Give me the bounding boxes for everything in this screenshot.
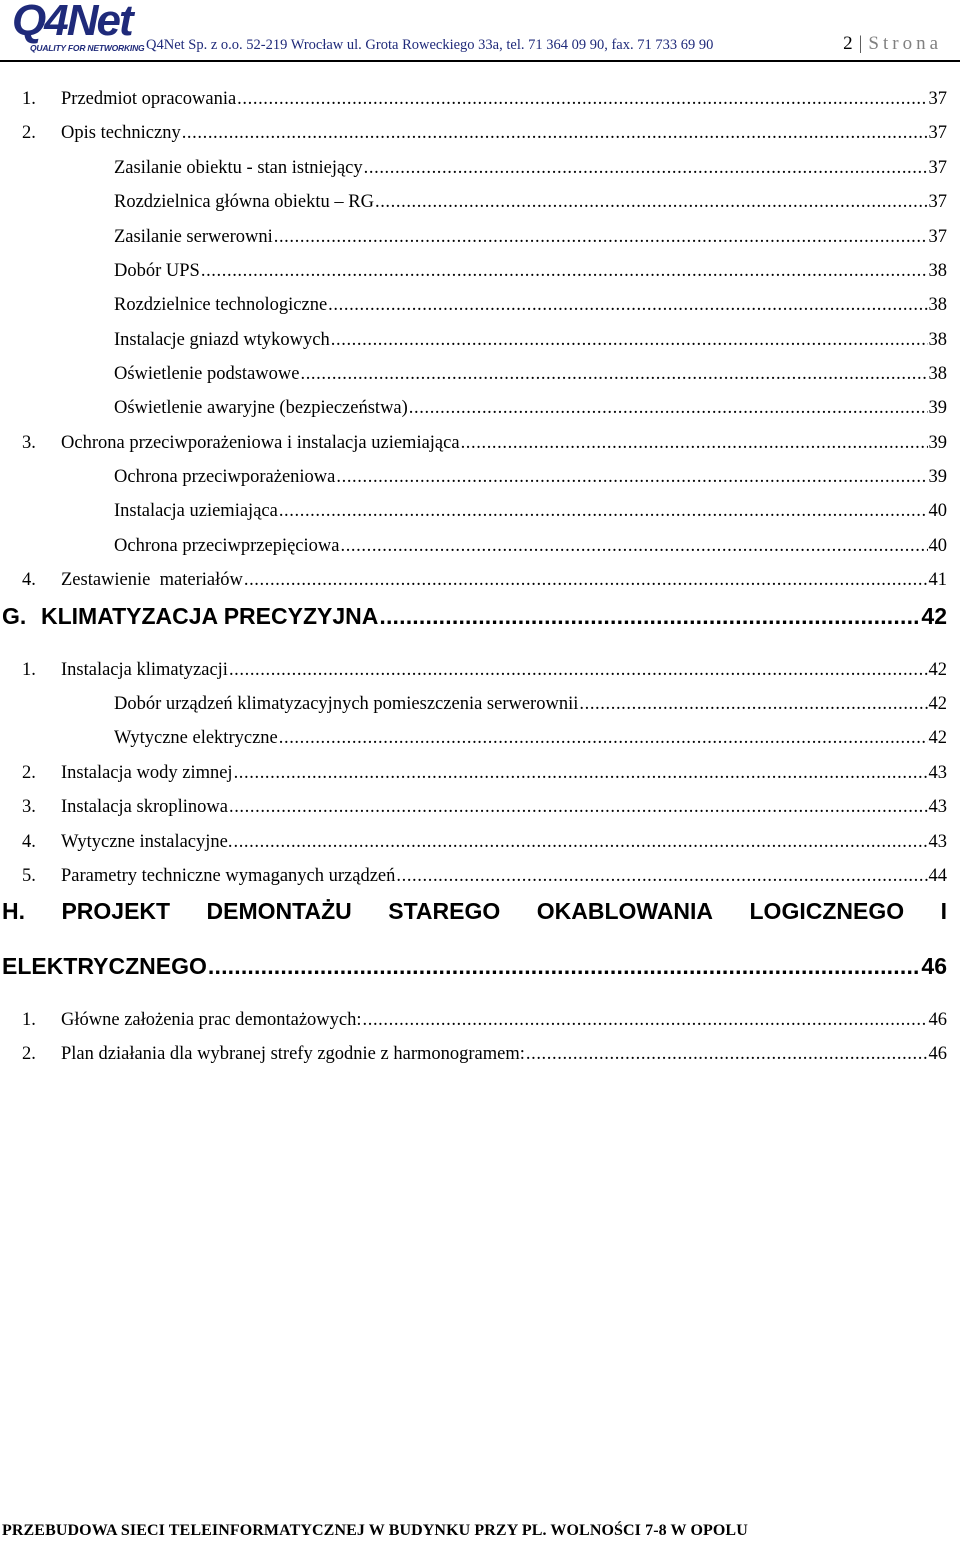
toc-entry-label: Zestawienie materiałów bbox=[61, 570, 243, 590]
toc-entry-number: 1. bbox=[22, 89, 36, 109]
toc-dot-leader bbox=[234, 763, 928, 784]
toc-entry-page: 38 bbox=[928, 261, 947, 281]
toc-dot-leader bbox=[363, 1010, 928, 1031]
toc-entry[interactable] bbox=[22, 832, 947, 853]
toc-entry[interactable] bbox=[114, 227, 947, 248]
toc-entry-number: 1. bbox=[22, 660, 36, 680]
heading-word: DEMONTAŻU bbox=[206, 898, 352, 924]
toc-entry-label: Instalacja klimatyzacji bbox=[61, 660, 228, 680]
toc-entry[interactable] bbox=[114, 192, 947, 213]
toc-entry-label: Zasilanie obiektu - stan istniejący bbox=[114, 158, 363, 178]
page-header bbox=[0, 0, 960, 62]
toc-entry-label: KLIMATYZACJA PRECYZYJNA bbox=[41, 603, 379, 629]
toc-entry-label: Ochrona przeciwporażeniowa i instalacja uziemiająca bbox=[61, 433, 460, 453]
toc-dot-leader bbox=[229, 660, 928, 681]
toc-dot-leader bbox=[201, 261, 928, 282]
toc-entry[interactable] bbox=[22, 1010, 947, 1031]
toc-entry[interactable] bbox=[114, 501, 947, 522]
toc-dot-leader bbox=[274, 227, 928, 248]
toc-entry[interactable] bbox=[114, 536, 947, 557]
toc-entry-page: 39 bbox=[928, 398, 947, 418]
toc-entry-page: 42 bbox=[928, 660, 947, 680]
toc-entry-page: 37 bbox=[928, 89, 947, 109]
toc-dot-leader bbox=[208, 953, 921, 980]
toc-entry-label: ELEKTRYCZNEGO bbox=[2, 953, 207, 979]
toc-entry[interactable] bbox=[22, 570, 947, 591]
toc-entry-page: 42 bbox=[921, 603, 947, 629]
toc-entry-label: Dobór UPS bbox=[114, 261, 200, 281]
toc-entry-number: 1. bbox=[22, 1010, 36, 1030]
toc-dot-leader bbox=[461, 433, 928, 454]
toc-entry-page: 46 bbox=[928, 1044, 947, 1064]
heading-word: I bbox=[940, 898, 947, 924]
toc-entry[interactable] bbox=[22, 89, 947, 110]
toc-dot-leader bbox=[244, 570, 928, 591]
toc-entry-page: 46 bbox=[921, 953, 947, 979]
toc-entry[interactable] bbox=[114, 467, 947, 488]
toc-dot-leader bbox=[526, 1044, 928, 1065]
toc-dot-leader bbox=[379, 603, 920, 630]
toc-entry[interactable] bbox=[22, 797, 947, 818]
toc-dot-leader bbox=[331, 330, 928, 351]
toc-entry-page: 43 bbox=[928, 797, 947, 817]
toc-entry-label: Ochrona przeciwprzepięciowa bbox=[114, 536, 340, 556]
toc-entry-label: Instalacja uziemiająca bbox=[114, 501, 278, 521]
toc-dot-leader bbox=[182, 123, 928, 144]
toc-entry-number: 4. bbox=[22, 832, 36, 852]
toc-entry-label: Zasilanie serwerowni bbox=[114, 227, 273, 247]
page-word: Strona bbox=[868, 33, 942, 54]
heading-word: STAREGO bbox=[388, 898, 501, 924]
toc-entry-number: 2. bbox=[22, 763, 36, 783]
toc-entry-page: 38 bbox=[928, 295, 947, 315]
toc-entry-label: Przedmiot opracowania bbox=[61, 89, 237, 109]
toc-dot-leader bbox=[279, 501, 928, 522]
heading-word: H. bbox=[2, 898, 25, 924]
toc-entry-label: Wytyczne instalacyjne. bbox=[61, 832, 233, 852]
toc-entry-label: Parametry techniczne wymaganych urządzeń bbox=[61, 866, 396, 886]
toc-section-heading-continued[interactable] bbox=[2, 953, 947, 980]
toc-dot-leader bbox=[396, 866, 927, 887]
toc-dot-leader bbox=[328, 295, 927, 316]
toc-entry[interactable] bbox=[22, 866, 947, 887]
toc-entry-number: 5. bbox=[22, 866, 36, 886]
toc-entry-page: 37 bbox=[928, 227, 947, 247]
toc-entry-number: 3. bbox=[22, 797, 36, 817]
toc-entry-label: Instalacja wody zimnej bbox=[61, 763, 233, 783]
toc-entry-label: Wytyczne elektryczne bbox=[114, 728, 278, 748]
toc-dot-leader bbox=[375, 192, 928, 213]
toc-entry[interactable] bbox=[22, 433, 947, 454]
heading-word: OKABLOWANIA bbox=[536, 898, 714, 924]
toc-entry-label: Oświetlenie awaryjne (bezpieczeństwa) bbox=[114, 398, 408, 418]
toc-entry-page: 40 bbox=[928, 536, 947, 556]
heading-word: LOGICZNEGO bbox=[749, 898, 905, 924]
heading-word: PROJEKT bbox=[61, 898, 171, 924]
toc-entry-page: 39 bbox=[928, 467, 947, 487]
toc-entry[interactable] bbox=[114, 364, 947, 385]
company-address: Q4Net Sp. z o.o. 52-219 Wrocław ul. Grota Roweckiego 33a, tel. 71 364 09 90, fax. 71 733 69 90 bbox=[146, 37, 714, 53]
toc-dot-leader bbox=[336, 467, 927, 488]
toc-entry-number: G. bbox=[2, 603, 27, 629]
toc-entry[interactable] bbox=[22, 763, 947, 784]
toc-dot-leader bbox=[229, 797, 928, 818]
toc-entry[interactable] bbox=[114, 398, 947, 419]
toc-entry[interactable] bbox=[22, 123, 947, 144]
toc-entry-page: 44 bbox=[928, 866, 947, 886]
toc-entry-page: 42 bbox=[928, 728, 947, 748]
toc-dot-leader bbox=[233, 832, 927, 853]
toc-entry-number: 3. bbox=[22, 433, 36, 453]
toc-dot-leader bbox=[579, 694, 927, 715]
toc-dot-leader bbox=[409, 398, 928, 419]
toc-section-heading[interactable] bbox=[2, 603, 947, 630]
toc-entry[interactable] bbox=[114, 330, 947, 351]
toc-entry-label: Plan działania dla wybranej strefy zgodnie z harmonogramem: bbox=[61, 1044, 525, 1064]
toc-dot-leader bbox=[237, 89, 927, 110]
toc-entry-label: Ochrona przeciwporażeniowa bbox=[114, 467, 336, 487]
toc-section-heading-h[interactable] bbox=[2, 898, 947, 925]
toc-entry-page: 42 bbox=[928, 694, 947, 714]
toc-entry-label: Rozdzielnice technologiczne bbox=[114, 295, 328, 315]
toc-entry-page: 38 bbox=[928, 330, 947, 350]
toc-entry-page: 37 bbox=[928, 123, 947, 143]
toc-entry-number: 2. bbox=[22, 1044, 36, 1064]
toc-dot-leader bbox=[300, 364, 927, 385]
toc-dot-leader bbox=[279, 728, 928, 749]
toc-entry-label: Instalacja skroplinowa bbox=[61, 797, 228, 817]
toc-entry-label: Dobór urządzeń klimatyzacyjnych pomieszczenia serwerownii bbox=[114, 694, 579, 714]
toc-entry-number: 2. bbox=[22, 123, 36, 143]
toc-dot-leader bbox=[364, 158, 928, 179]
toc-entry[interactable] bbox=[22, 660, 947, 681]
toc-entry[interactable] bbox=[22, 1044, 947, 1065]
toc-entry-label: Instalacje gniazd wtykowych bbox=[114, 330, 330, 350]
toc-entry-label: Rozdzielnica główna obiektu – RG bbox=[114, 192, 374, 212]
toc-entry-page: 41 bbox=[928, 570, 947, 590]
toc-entry-page: 37 bbox=[928, 158, 947, 178]
toc-entry[interactable] bbox=[114, 295, 947, 316]
header-divider bbox=[0, 60, 960, 62]
logo-tagline: QUALITY FOR NETWORKING bbox=[30, 43, 145, 53]
toc-entry-label: Opis techniczny bbox=[61, 123, 181, 143]
page-separator: | bbox=[858, 33, 863, 54]
toc-entry[interactable] bbox=[114, 728, 947, 749]
toc-entry-page: 39 bbox=[928, 433, 947, 453]
page-footer: PRZEBUDOWA SIECI TELEINFORMATYCZNEJ W BUDYNKU PRZY PL. WOLNOŚCI 7-8 W OPOLU bbox=[2, 1522, 748, 1539]
toc-entry[interactable] bbox=[114, 261, 947, 282]
toc-entry-page: 40 bbox=[928, 501, 947, 521]
toc-dot-leader bbox=[340, 536, 927, 557]
toc-entry-page: 43 bbox=[928, 763, 947, 783]
toc-entry-page: 38 bbox=[928, 364, 947, 384]
page-number: 2 bbox=[843, 33, 853, 54]
logo-text: Q4Net bbox=[12, 0, 132, 45]
page-indicator bbox=[843, 33, 942, 55]
toc-entry-label: Główne założenia prac demontażowych: bbox=[61, 1010, 362, 1030]
toc-entry-page: 43 bbox=[928, 832, 947, 852]
toc-entry-label: Oświetlenie podstawowe bbox=[114, 364, 300, 384]
toc-entry-page: 37 bbox=[928, 192, 947, 212]
company-logo bbox=[12, 2, 144, 56]
toc-entry[interactable] bbox=[114, 158, 947, 179]
toc-entry-number: 4. bbox=[22, 570, 36, 590]
toc-entry[interactable] bbox=[114, 694, 947, 715]
toc-entry-page: 46 bbox=[928, 1010, 947, 1030]
